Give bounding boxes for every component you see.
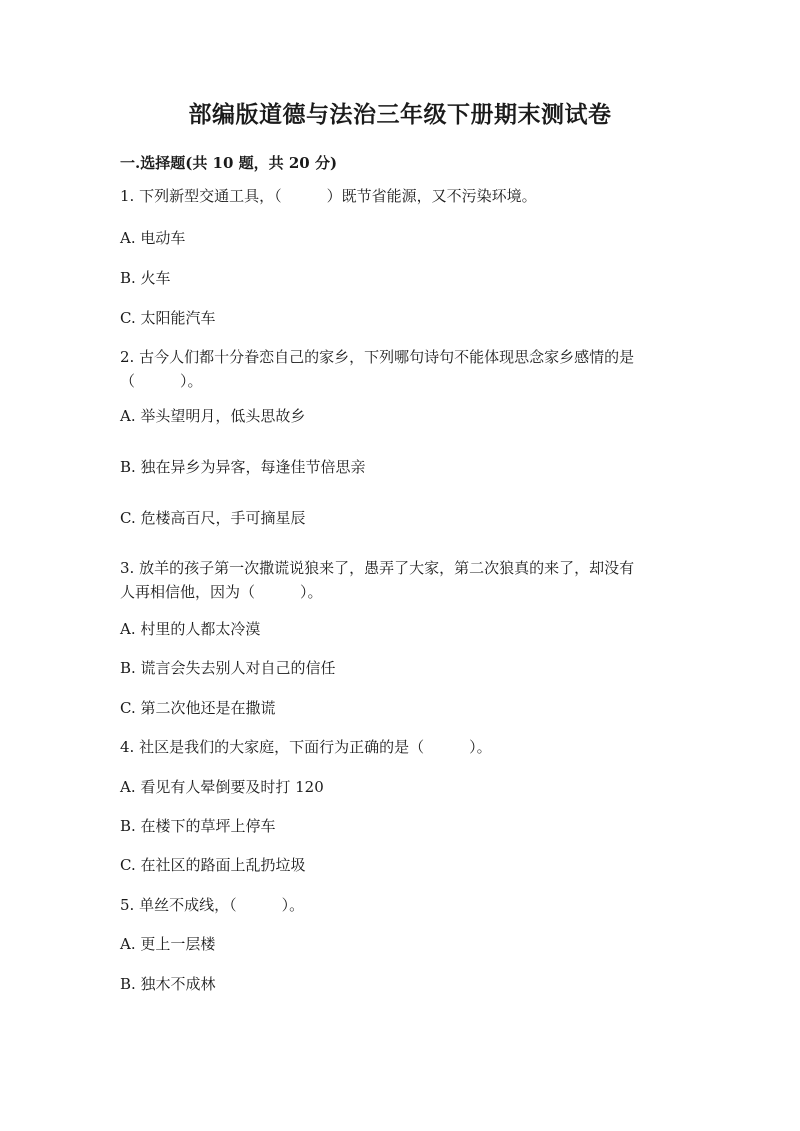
question-2-option-c: C. 危楼高百尺，手可摘星辰 [120, 509, 306, 527]
question-1-option-b: B. 火车 [120, 269, 171, 287]
question-3-option-a: A. 村里的人都太冷漠 [120, 620, 261, 638]
question-5-stem: 5. 单丝不成线，（ ）。 [120, 896, 305, 914]
question-2-option-b: B. 独在异乡为异客，每逢佳节倍思亲 [120, 458, 366, 476]
question-2-option-a: A. 举头望明月，低头思故乡 [120, 407, 306, 425]
question-1-stem: 1. 下列新型交通工具，（ ）既节省能源，又不污染环境。 [120, 187, 537, 205]
question-3-stem-line-2: 人再相信他，因为（ ）。 [120, 583, 323, 601]
question-4-option-b: B. 在楼下的草坪上停车 [120, 817, 276, 835]
section-heading: 一.选择题(共 10 题，共 20 分) [120, 154, 338, 172]
question-1-option-c: C. 太阳能汽车 [120, 309, 216, 327]
question-4-stem: 4. 社区是我们的大家庭，下面行为正确的是（ ）。 [120, 738, 492, 756]
question-1-option-a: A. 电动车 [120, 229, 186, 247]
question-3-option-b: B. 谎言会失去别人对自己的信任 [120, 659, 336, 677]
question-2-stem-line-2: （ ）。 [120, 372, 203, 390]
question-3-stem-line-1: 3. 放羊的孩子第一次撒谎说狼来了，愚弄了大家，第二次狼真的来了，却没有 [120, 559, 635, 577]
question-4-option-a: A. 看见有人晕倒要及时打 120 [120, 778, 324, 796]
question-2-stem-line-1: 2. 古今人们都十分眷恋自己的家乡，下列哪句诗句不能体现思念家乡感情的是 [120, 348, 635, 366]
question-4-option-c: C. 在社区的路面上乱扔垃圾 [120, 856, 306, 874]
question-5-option-b: B. 独木不成林 [120, 975, 216, 993]
question-3-option-c: C. 第二次他还是在撒谎 [120, 699, 276, 717]
page-title: 部编版道德与法治三年级下册期末测试卷 [188, 101, 612, 128]
question-5-option-a: A. 更上一层楼 [120, 935, 216, 953]
